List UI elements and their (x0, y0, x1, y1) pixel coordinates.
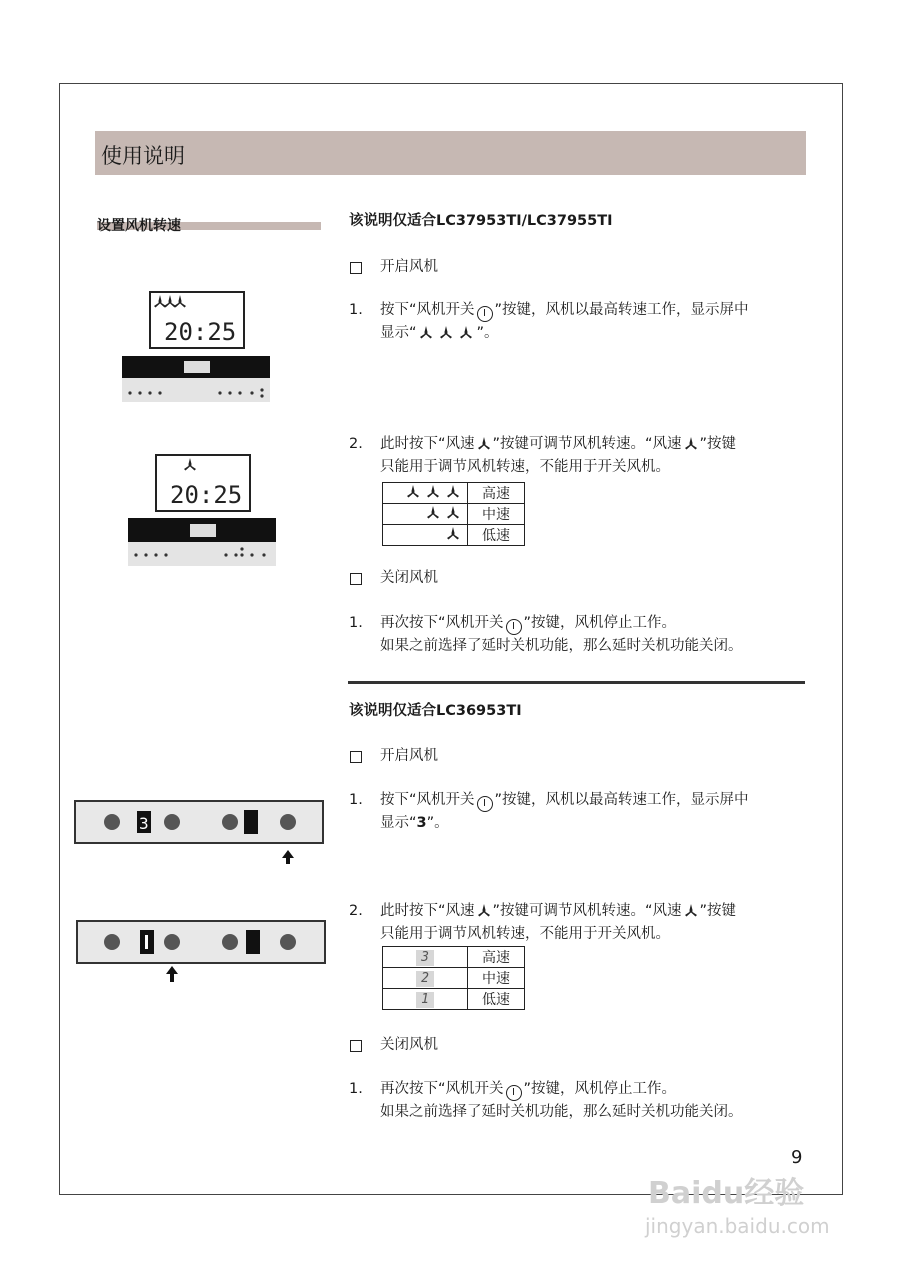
table-row (383, 483, 525, 504)
speed-label: 高速 (468, 483, 525, 504)
text: ”按键，风机停止工作。 (523, 615, 677, 631)
speed-table-1 (382, 482, 525, 546)
table-row (383, 989, 525, 1010)
speed-label: 高速 (468, 947, 525, 968)
text: 按下“风机开关 (380, 302, 475, 318)
text: 显示“ (380, 325, 417, 341)
watermark-url: jingyan.baidu.com (645, 1214, 830, 1238)
fan-icon (383, 483, 468, 504)
watermark-brand: Baidu经验 (648, 1176, 805, 1211)
checkbox-icon (350, 573, 362, 585)
section2-on-heading: 开启风机 (380, 748, 438, 764)
page-title: 使用说明 (101, 144, 185, 168)
segment-digit-value: 2 (416, 971, 434, 987)
section1-off-line2: 如果之前选择了延时关机功能，那么延时关机功能关闭。 (380, 638, 743, 654)
side-heading: 设置风机转速 (97, 218, 181, 234)
fan-icon (417, 325, 477, 339)
step-number: 1. (349, 615, 363, 631)
text: ”按键，风机停止工作。 (523, 1081, 677, 1097)
speed-label: 低速 (468, 989, 525, 1010)
control-panel-illustration-2 (126, 452, 282, 568)
section-divider (348, 681, 805, 684)
table-row (383, 947, 525, 968)
step-number: 1. (349, 1081, 363, 1097)
power-icon: I (477, 306, 493, 322)
section2-off-line2: 如果之前选择了延时关机功能，那么延时关机功能关闭。 (380, 1104, 743, 1120)
text: 此时按下“风速 (380, 903, 475, 919)
section1-step1-line2 (380, 322, 499, 345)
page-number: 9 (791, 1147, 803, 1168)
segment-digit-value: 3 (416, 950, 434, 966)
section1-step2-line1 (380, 433, 736, 456)
fan-icon (475, 903, 493, 917)
segment-digit (383, 989, 468, 1010)
section1-title: 该说明仅适合LC37953TI/LC37955TI (349, 213, 613, 229)
step-number: 1. (349, 792, 363, 808)
text: 再次按下“风机开关 (380, 1081, 504, 1097)
section2-step1-line1 (380, 789, 749, 812)
checkbox-icon (350, 262, 362, 274)
text: 再次按下“风机开关 (380, 615, 504, 631)
section1-on-heading: 开启风机 (380, 259, 438, 275)
section1-step1-line1 (380, 299, 749, 322)
section-header (95, 131, 806, 175)
power-icon: I (506, 1085, 522, 1101)
fan-icon (383, 525, 468, 546)
fan-icon (682, 903, 700, 917)
display-time: 20:25 (164, 318, 237, 346)
text: ”。 (426, 815, 449, 831)
checkbox-icon (350, 1040, 362, 1052)
text: ”按键可调节风机转速。“风速 (492, 436, 682, 452)
text: ”。 (476, 325, 499, 341)
svg-text:3: 3 (139, 814, 149, 833)
table-row (383, 968, 525, 989)
text: ”按键 (699, 903, 737, 919)
speed-label: 中速 (468, 504, 525, 525)
speed-label: 中速 (468, 968, 525, 989)
power-icon: I (477, 796, 493, 812)
control-strip-illustration-1 (74, 798, 326, 868)
text: ”按键可调节风机转速。“风速 (492, 903, 682, 919)
checkbox-icon (350, 751, 362, 763)
fan-icon (682, 436, 700, 450)
section2-step2-line2: 只能用于调节风机转速，不能用于开关风机。 (380, 926, 670, 942)
text: 显示“ (380, 815, 417, 831)
display-value: 3 (416, 815, 427, 831)
table-row (383, 525, 525, 546)
fan-icon (475, 436, 493, 450)
control-panel-illustration-1 (120, 290, 280, 405)
display-time: 20:25 (170, 481, 243, 509)
section2-step2-line1 (380, 900, 736, 923)
section1-step2-line2: 只能用于调节风机转速，不能用于开关风机。 (380, 459, 670, 475)
section1-off-heading: 关闭风机 (380, 570, 438, 586)
fan-icon (383, 504, 468, 525)
segment-digit (383, 968, 468, 989)
step-number: 2. (349, 436, 363, 452)
text: ”按键，风机以最高转速工作，显示屏中 (494, 302, 749, 318)
table-row (383, 504, 525, 525)
section2-title: 该说明仅适合LC36953TI (349, 703, 522, 719)
text: 此时按下“风速 (380, 436, 475, 452)
segment-digit (383, 947, 468, 968)
text: ”按键，风机以最高转速工作，显示屏中 (494, 792, 749, 808)
segment-digit-value: 1 (416, 992, 434, 1008)
power-icon: I (506, 619, 522, 635)
section1-off-line1 (380, 612, 676, 635)
speed-label: 低速 (468, 525, 525, 546)
section2-step1-line2 (380, 812, 449, 835)
section2-off-line1 (380, 1078, 676, 1101)
speed-table-2 (382, 946, 525, 1010)
step-number: 1. (349, 302, 363, 318)
step-number: 2. (349, 903, 363, 919)
section2-off-heading: 关闭风机 (380, 1037, 438, 1053)
text: ”按键 (699, 436, 737, 452)
control-strip-illustration-2 (76, 918, 328, 988)
text: 按下“风机开关 (380, 792, 475, 808)
